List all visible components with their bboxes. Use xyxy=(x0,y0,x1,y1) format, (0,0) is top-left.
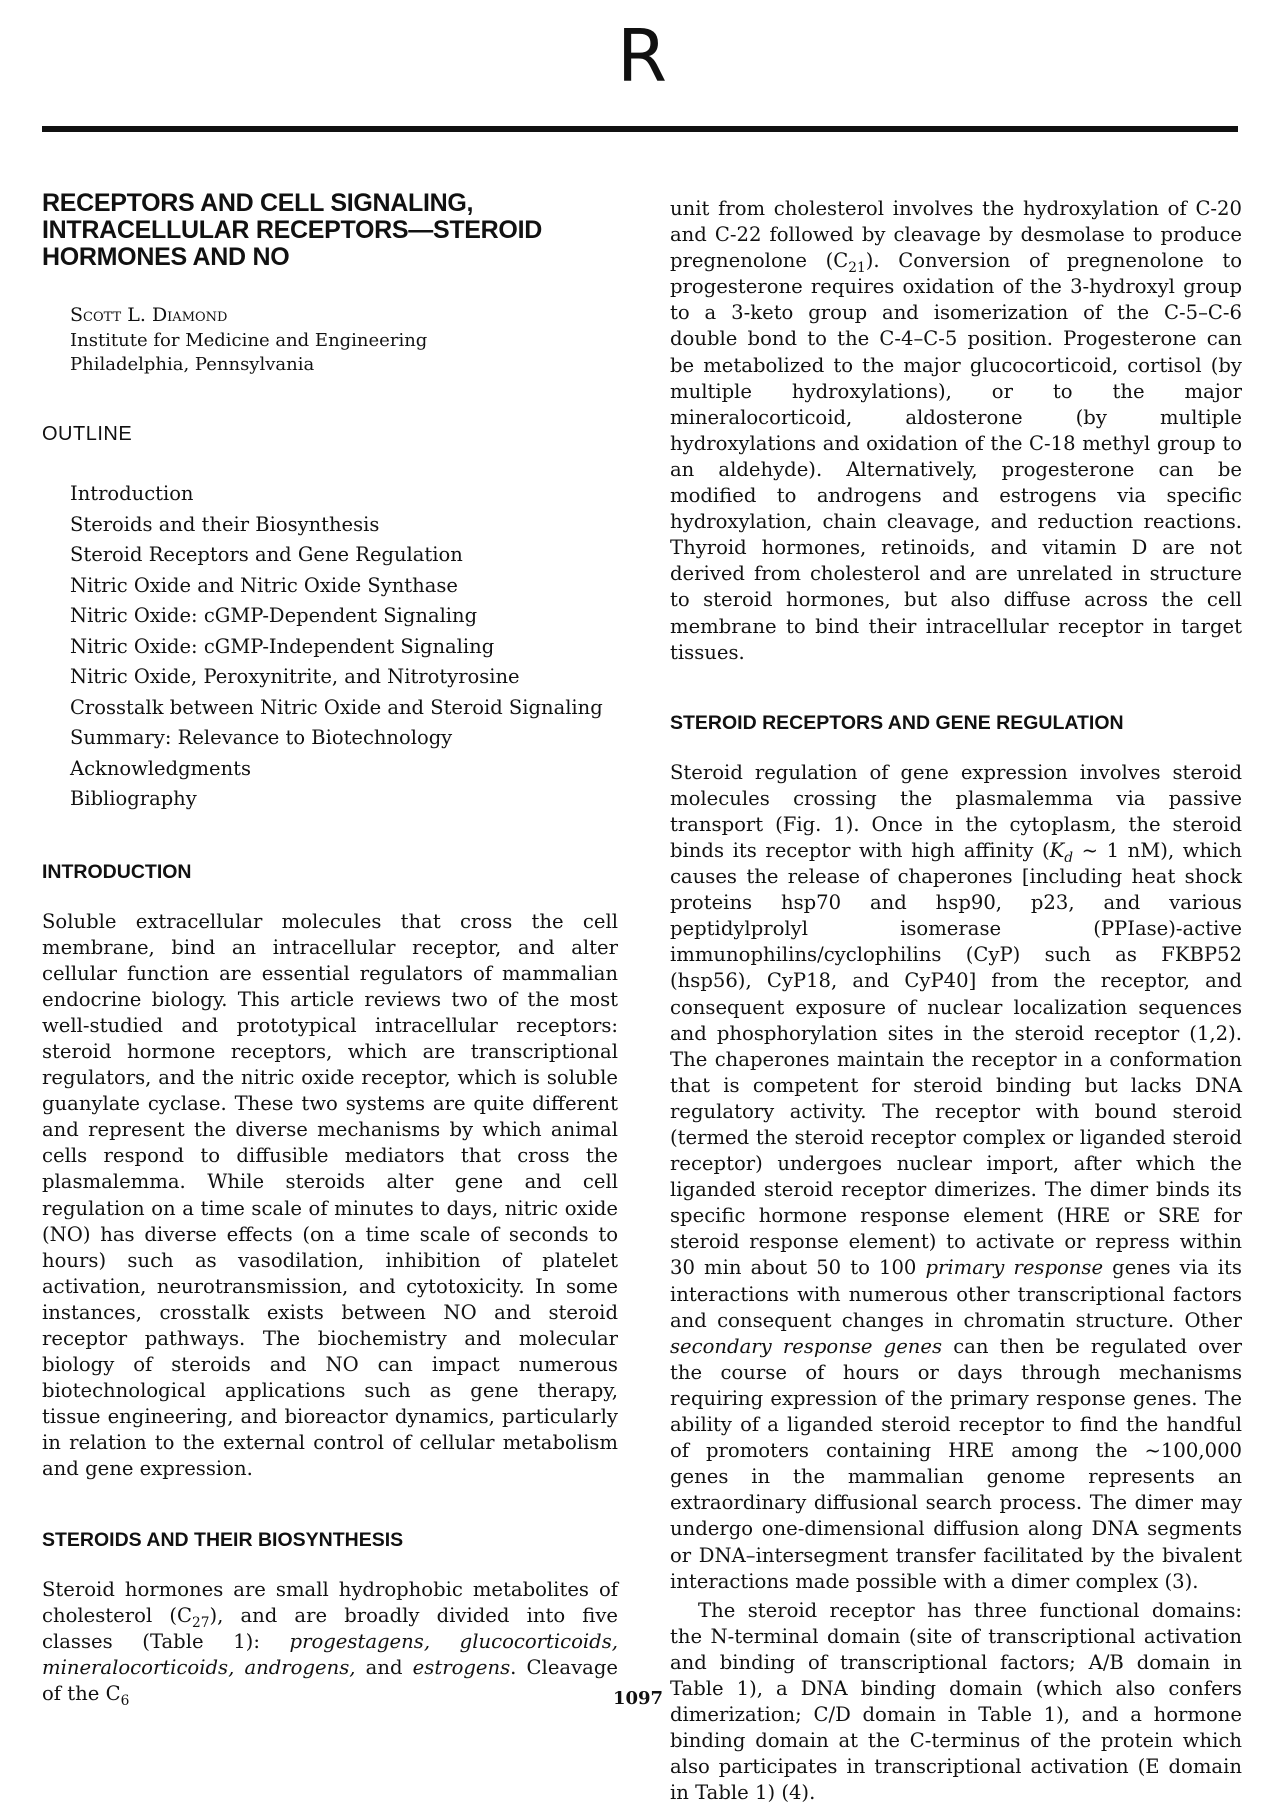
steroids-paragraph-continued: unit from cholesterol involves the hydroxylation of C-20 and C-22 followed by cleavage by desmolase to produce pregnenolone $(C_{21})$. Conversion of pregnenolone to progesterone requires oxidation of the 3-hydroxyl group to a 3-keto group and isomerization of the C-5–C-6 double bond to the C-4–C-5 position. Progesterone can be metabolized to the major glucocorticoid, cortisol (by multiple hydroxylations), or to the major mineralocorticoid, aldosterone (by multiple hydroxylations and oxidation of the C-18 methyl group to an aldehyde). Alternatively, progesterone can be modified to androgens and estrogens via specific hydroxylation, chain cleavage, and reduction reactions. Thyroid hormones, retinoids, and vitamin D are not derived from cholesterol and are unrelated in structure to steroid hormones, but also diffuse across the cell membrane to bind their intracellular receptor in target tissues. xyxy=(670,197,1242,664)
outline-list xyxy=(70,479,618,815)
steroids-paragraph: Steroid hormones are small hydrophobic metabolites of cholesterol $(C_{27})$, and are broadly divided into five classes (Table 1): progestagens, glucocorticoids, mineralocorticoids, androgens, and estrogens. Cleavage of the $C_6$ xyxy=(42,1577,619,1709)
outline-item[interactable]: Acknowledgments xyxy=(70,756,251,780)
header-rule xyxy=(42,126,1238,132)
page-number: 1097 xyxy=(612,1688,664,1709)
article-title: RECEPTORS AND CELL SIGNALING, INTRACELLULAR RECEPTORS—STEROID HORMONES AND NO xyxy=(42,189,542,271)
affiliation-line-2: Philadelphia, Pennsylvania xyxy=(70,354,315,375)
author-name: Scott L. Diamond xyxy=(70,304,228,326)
outline-item[interactable]: Bibliography xyxy=(70,787,197,810)
outline-item[interactable]: Steroid Receptors and Gene Regulation xyxy=(70,543,463,566)
outline-item[interactable]: Crosstalk between Nitric Oxide and Steroid Signaling xyxy=(70,695,603,719)
author-block xyxy=(70,303,618,377)
right-column xyxy=(670,196,1242,1806)
outline-item[interactable]: Summary: Relevance to Biotechnology xyxy=(70,726,453,749)
introduction-heading: INTRODUCTION xyxy=(42,860,192,883)
outline-heading: OUTLINE xyxy=(42,423,133,445)
receptors-paragraph-2: The steroid receptor has three functional domains: the N-terminal domain (site of transcriptional activation and binding of transcriptional factors; A/B domain in Table 1), a DNA binding domain (which also confers dimerization; C/D domain in Table 1), and a hormone binding domain at the C-terminus of the protein which also participates in transcriptional activation (E domain in Table 1) (4). xyxy=(670,1598,1242,1805)
outline-item[interactable]: Nitric Oxide: cGMP-Dependent Signaling xyxy=(70,604,478,627)
receptors-paragraph-1: Steroid regulation of gene expression involves steroid molecules crossing the plasmalemma via passive transport (Fig. 1). Once in the cytoplasm, the steroid binds its receptor with high affinity ($K_d$ ~ 1 nM), which causes the release of chaperones [including heat shock proteins hsp70 and hsp90, p23, and various peptidylprolyl isomerase (PPIase)-active immunophilins/cyclophilins (CyP) such as FKBP52 (hsp56), CyP18, and CyP40] from the receptor, and consequent exposure of nuclear localization sequences and phosphorylation sites in the steroid receptor (1,2). The chaperones maintain the receptor in a conformation that is competent for steroid binding but lacks DNA regulatory activity. The receptor with bound steroid (termed the steroid receptor complex or liganded steroid receptor) undergoes nuclear import, after which the liganded steroid receptor dimerizes. The dimer binds its specific hormone response element (HRE or SRE for steroid response element) to activate or repress within 30 min about 50 to 100 primary response genes via its interactions with numerous other transcriptional factors and consequent changes in chromatin structure. Other secondary response genes can then be regulated over the course of hours or days through mechanisms requiring expression of the primary response genes. The ability of a liganded steroid receptor to find the handful of promoters containing HRE among the ~100,000 genes in the mammalian genome represents an extraordinary diffusional search process. The dimer may undergo one-dimensional diffusion along DNA segments or DNA–intersegment transfer facilitated by the bivalent interactions made possible with a dimer complex (3). xyxy=(670,760,1242,1593)
affiliation-line-1: Institute for Medicine and Engineering xyxy=(70,330,428,351)
outline-item[interactable]: Nitric Oxide: cGMP-Independent Signaling xyxy=(70,634,495,658)
left-column xyxy=(42,190,618,1707)
outline-item[interactable]: Nitric Oxide, Peroxynitrite, and Nitrotyrosine xyxy=(70,665,520,688)
outline-item[interactable]: Nitric Oxide and Nitric Oxide Synthase xyxy=(70,573,458,597)
introduction-paragraph: Soluble extracellular molecules that cross the cell membrane, bind an intracellular receptor, and alter cellular function are essential regulators of mammalian endocrine biology. This article reviews two of the most well-studied and prototypical intracellular receptors: steroid hormone receptors, which are transcriptional regulators, and the nitric oxide receptor, which is soluble guanylate cyclase. These two systems are quite different and represent the diverse mechanisms by which animal cells respond to diffusible mediators that cross the plasmalemma. While steroids alter gene and cell regulation on a time scale of minutes to days, nitric oxide (NO) has diverse effects (on a time scale of seconds to hours) such as vasodilation, inhibition of platelet activation, neurotransmission, and cytotoxicity. In some instances, crosstalk exists between NO and steroid receptor pathways. The biochemistry and molecular biology of steroids and NO can impact numerous biotechnological applications such as gene therapy, tissue engineering, and bioreactor dynamics, particularly in relation to the external control of cellular metabolism and gene expression. xyxy=(42,909,618,1481)
section-letter: R xyxy=(616,14,668,98)
steroids-heading: STEROIDS AND THEIR BIOSYNTHESIS xyxy=(42,1528,404,1551)
receptors-heading: STEROID RECEPTORS AND GENE REGULATION xyxy=(670,711,1124,734)
outline-item[interactable]: Introduction xyxy=(70,482,194,505)
outline-item[interactable]: Steroids and their Biosynthesis xyxy=(70,512,380,536)
